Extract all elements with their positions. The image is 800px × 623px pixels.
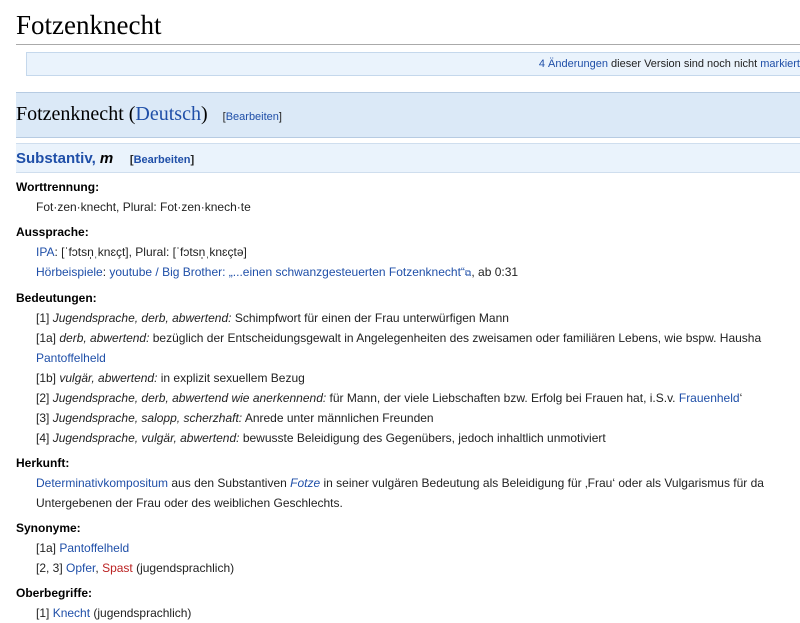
meaning-number: [4] <box>36 431 50 445</box>
section-label: Worttrennung: <box>16 180 100 194</box>
section-worttrennung <box>16 178 800 217</box>
audio-examples-link[interactable]: Hörbeispiele <box>36 265 103 279</box>
hypernym-note: (jugendsprachlich) <box>90 606 192 620</box>
meaning-number: [1b] <box>36 371 57 385</box>
section-label: Herkunft: <box>16 456 70 470</box>
ipa-transcription: : [ˈfɔtsn̩ˌknɛçt], Plural: [ˈfɔtsn̩ˌknɛçtə] <box>54 245 247 259</box>
meaning-tag: derb, abwertend: <box>59 331 150 345</box>
section-bedeutungen <box>16 289 800 448</box>
section-aussprache <box>16 223 800 283</box>
meaning-number: [1a] <box>36 331 57 345</box>
heading-word: Fotzenknecht <box>16 103 124 125</box>
synonym-spast-link[interactable]: Spast <box>102 561 133 575</box>
edit-bracket-open: [ <box>222 111 226 123</box>
section-synonyme <box>16 519 800 578</box>
synonym-opfer-link[interactable]: Opfer <box>66 561 96 575</box>
section-oberbegriffe <box>16 584 800 623</box>
section-label: Oberbegriffe: <box>16 586 93 600</box>
audio-line <box>16 262 800 283</box>
language-section-header <box>16 92 800 138</box>
section-label: Bedeutungen: <box>16 291 97 305</box>
pos-link[interactable]: Substantiv, <box>16 150 96 167</box>
audio-suffix: , ab 0:31 <box>471 265 519 279</box>
ipa-link[interactable]: IPA <box>36 245 55 259</box>
meaning-tag: vulgär, abwertend: <box>59 371 158 385</box>
hypernym-knecht-link[interactable]: Knecht <box>52 606 91 620</box>
meaning-item-3 <box>16 408 800 428</box>
edit-bracket-close: ] <box>278 111 282 123</box>
section-herkunft <box>16 454 800 513</box>
determinativkompositum-link[interactable]: Determinativkompositum <box>36 476 169 490</box>
audio-sep: : <box>102 265 110 279</box>
section-label: Synonyme: <box>16 521 81 535</box>
audio-source-link[interactable]: youtube / Big Brother: „...einen schwanzgesteuerten Fotzenknecht“ <box>109 265 465 279</box>
section-label: Aussprache: <box>16 225 89 239</box>
hypernym-number: [1] <box>36 606 53 620</box>
synonym-number: [2, 3] <box>36 561 67 575</box>
ipa-line <box>16 242 800 262</box>
hypernym-line-1 <box>16 603 800 623</box>
language-link[interactable]: Deutsch <box>135 103 201 125</box>
entry-content <box>16 178 800 623</box>
etymology-text: in seiner vulgären Bedeutung als Beleidigung für ‚Frau‘ oder als Vulgarismus für da <box>320 476 764 490</box>
meaning-tag: Jugendsprache, vulgär, abwertend: <box>52 431 240 445</box>
meaning-tag: Jugendsprache, salopp, scherzhaft: <box>52 411 243 425</box>
part-of-speech-heading <box>16 150 194 167</box>
hyphenation-text: Fot·zen·knecht, Plural: Fot·zen·knech·te <box>36 200 251 214</box>
part-of-speech-header <box>16 143 800 173</box>
meaning-text: bewusste Beleidigung des Gegenübers, jedoch inhaltlich unmotiviert <box>239 431 606 445</box>
paren-close: ) <box>200 103 208 125</box>
edit-language-section-link[interactable]: Bearbeiten <box>225 111 279 123</box>
meaning-item-2 <box>16 388 800 408</box>
synonym-number: [1a] <box>36 541 60 555</box>
meaning-text: Schimpfwort für einen der Frau unterwürfigen Mann <box>231 311 509 325</box>
meaning-text: Anrede unter männlichen Freunden <box>242 411 434 425</box>
meaning-tag: Jugendsprache, derb, abwertend wie anerkennend: <box>52 391 327 405</box>
synonym-pantoffelheld-link[interactable]: Pantoffelheld <box>59 541 130 555</box>
page-title: Fotzenknecht <box>16 10 162 40</box>
mark-link[interactable]: markiert <box>760 58 800 70</box>
meaning-number: [1] <box>36 311 50 325</box>
synonym-line-2 <box>16 558 800 578</box>
meaning-text: in explizit sexuellem Bezug <box>157 371 305 385</box>
meaning-item-1a-continued <box>16 348 800 368</box>
paren-open: ( <box>123 103 136 125</box>
meaning-item-4 <box>16 428 800 448</box>
synonym-note: (jugendsprachlich) <box>132 561 235 575</box>
flagged-text: dieser Version sind noch nicht <box>608 58 761 70</box>
gender-label: m <box>99 150 114 167</box>
meaning-item-1 <box>16 308 800 328</box>
edit-bracket-open: [ <box>129 154 134 166</box>
changes-link[interactable]: 4 Änderungen <box>538 58 608 70</box>
fotze-link[interactable]: Fotze <box>290 476 321 490</box>
meaning-text: für Mann, der viele Liebschaften bzw. Erfolg bei Frauen hat, i.S.v. <box>326 391 679 405</box>
etymology-line-1 <box>16 473 800 493</box>
meaning-item-1b <box>16 368 800 388</box>
meaning-number: [3] <box>36 411 50 425</box>
separator: , <box>95 561 103 575</box>
synonym-line-1 <box>16 538 800 558</box>
edit-bracket-close: ] <box>190 154 195 166</box>
edit-pos-section-link[interactable]: Bearbeiten <box>133 154 191 166</box>
pantoffelheld-link[interactable]: Pantoffelheld <box>36 351 106 365</box>
meaning-item-1a <box>16 328 800 348</box>
external-link-icon: ⧉ <box>464 268 472 278</box>
frauenheld-link[interactable]: Frauenheld <box>678 391 740 405</box>
etymology-text: aus den Substantiven <box>168 476 291 490</box>
closing-quote: ‘ <box>739 391 743 405</box>
flagged-revisions-notice <box>26 52 800 76</box>
meaning-text: bezüglich der Entscheidungsgewalt in Angelegenheiten des zweisamen oder familiären Lebens, wie bspw. Hausha <box>149 331 762 345</box>
meaning-tag: Jugendsprache, derb, abwertend: <box>52 311 232 325</box>
meaning-number: [2] <box>36 391 50 405</box>
language-heading <box>16 103 282 126</box>
etymology-line-2: Untergebenen der Frau oder des weiblichen Geschlechts. <box>36 496 343 510</box>
title-divider <box>16 44 800 45</box>
